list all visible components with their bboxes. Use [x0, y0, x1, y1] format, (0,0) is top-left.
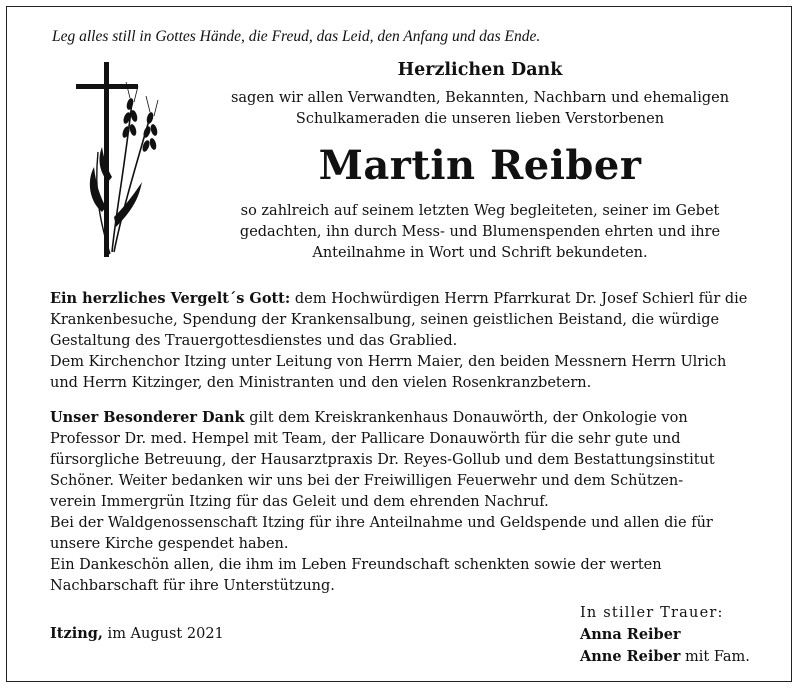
place-date [50, 625, 224, 642]
para2-line-8: Ein Dankeschön allen, die ihm im Leben Freundschaft schenkten sowie der werten [50, 557, 662, 573]
para1-line-3: Gestaltung des Trauergottesdienstes und das Grablied. [50, 333, 458, 349]
para2-line-9: Nachbarschaft für ihre Unterstützung. [50, 578, 335, 594]
para2-line-7: unsere Kirche gespendet haben. [50, 536, 289, 552]
date: im August 2021 [102, 626, 224, 642]
mourning-label: In stiller Trauer: [580, 605, 724, 621]
thanks-paragraph-2 [50, 407, 765, 597]
place: Itzing, [50, 625, 103, 642]
para1-line-4: Dem Kirchenchor Itzing unter Leitung von Herrn Maier, den beiden Messnern Herrn Ulrich [50, 354, 727, 370]
mourner-name-2: Anne Reiber [580, 648, 681, 665]
para2-line-3: fürsorgliche Betreuung, der Hausarztpraxis Dr. Reyes-Gollub und dem Bestattungsinstitut [50, 452, 715, 468]
para1-line-1: dem Hochwürdigen Herrn Pfarrkurat Dr. Josef Schierl für die [290, 291, 748, 307]
mourners-block [580, 603, 750, 668]
para1-lead: Ein herzliches Vergelt´s Gott: [50, 290, 291, 307]
motto: Leg alles still in Gottes Hände, die Freud, das Leid, den Anfang und das Ende. [52, 28, 541, 45]
para1-line-2: Krankenbesuche, Spendung der Krankensalbung, seinen geistlichen Beistand, die würdige [50, 312, 720, 328]
header-line-1: sagen wir allen Verwandten, Bekannten, Nachbarn und ehemaligen [230, 90, 730, 106]
thanks-heading: Herzlichen Dank [397, 60, 563, 80]
para2-line-1: gilt dem Kreiskrankenhaus Donauwörth, der Onkologie von [244, 410, 688, 426]
header-line-4: gedachten, ihn durch Mess- und Blumenspenden ehrten und ihre [239, 224, 721, 240]
mourner-name-1: Anna Reiber [580, 626, 681, 643]
mourner-name-2-suffix: mit Fam. [680, 649, 750, 665]
para2-lead: Unser Besonderer Dank [50, 409, 245, 426]
para2-line-4: Schöner. Weiter bedanken wir uns bei der Freiwilligen Feuerwehr und dem Schützen- [50, 473, 684, 489]
para2-line-5: verein Immergrün Itzing für das Geleit und dem ehrenden Nachruf. [50, 494, 549, 510]
header-line-5: Anteilnahme in Wort und Schrift bekundeten. [312, 245, 648, 261]
header-line-2: Schulkameraden die unseren lieben Verstorbenen [295, 111, 665, 127]
thanks-paragraph-1 [50, 288, 765, 394]
header-line-3: so zahlreich auf seinem letzten Weg begleiteten, seiner im Gebet [240, 203, 720, 219]
cross-with-wheat-icon [72, 62, 172, 262]
header-block [200, 60, 760, 264]
para1-line-5: und Herrn Kitzinger, den Ministranten und den vielen Rosenkranzbetern. [50, 375, 592, 391]
deceased-name: Martin Reiber [318, 142, 642, 189]
para2-line-2: Professor Dr. med. Hempel mit Team, der Pallicare Donauwörth für die sehr gute und [50, 431, 681, 447]
para2-line-6: Bei der Waldgenossenschaft Itzing für ihre Anteilnahme und Geldspende und allen die für [50, 515, 713, 531]
